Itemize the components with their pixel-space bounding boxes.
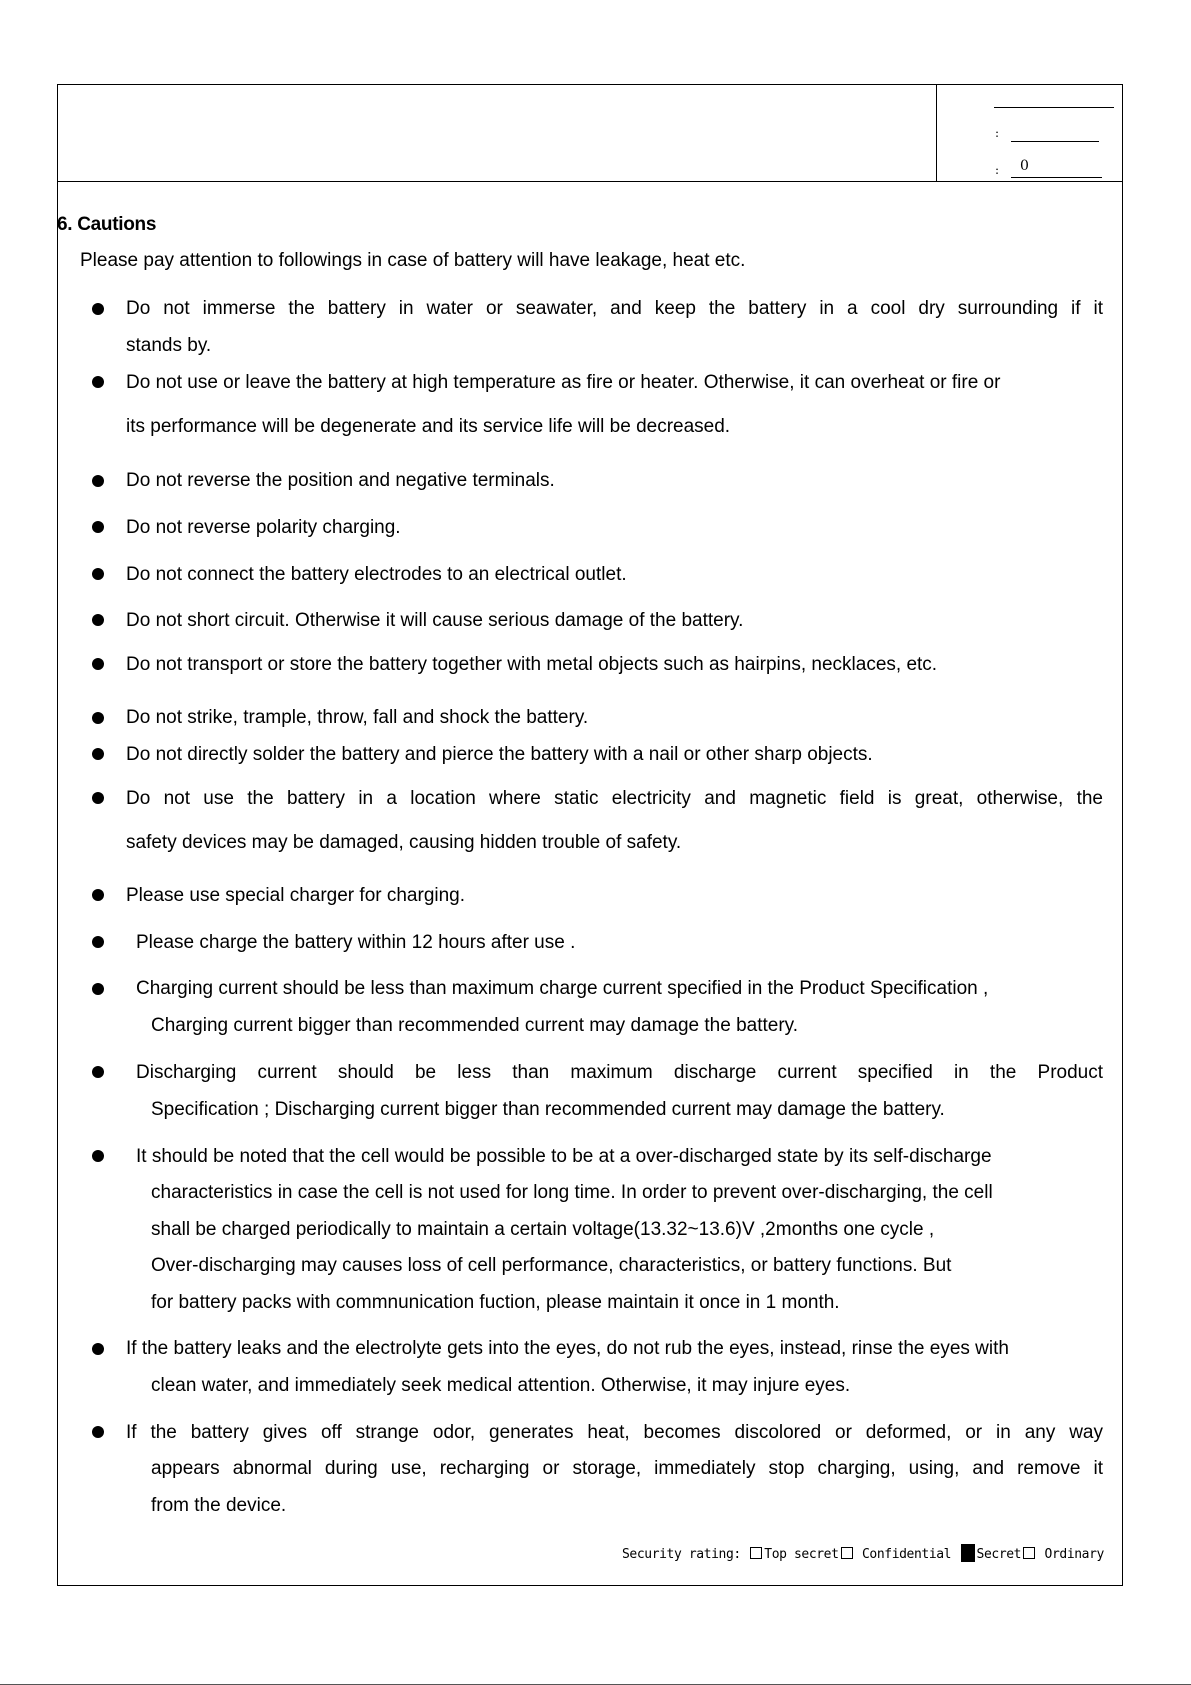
header-field-value: 0 xyxy=(1020,158,1029,174)
caution-13-line-2: Charging current bigger than recommended current may damage the battery. xyxy=(151,1015,799,1036)
caution-10-line-1: Do not use the battery in a location where static electricity and magnetic field is great, otherwise, the xyxy=(126,788,1103,809)
checkbox-top-secret[interactable] xyxy=(750,1547,762,1559)
option-top-secret: Top secret xyxy=(764,1547,839,1562)
bullet-icon xyxy=(92,568,104,580)
bullet-icon xyxy=(92,1150,104,1162)
caution-1-line-2: stands by. xyxy=(126,335,212,356)
security-rating xyxy=(622,1544,1104,1562)
caution-8: Do not strike, trample, throw, fall and shock the battery. xyxy=(126,707,589,728)
option-secret: Secret xyxy=(976,1547,1022,1562)
bullet-icon xyxy=(92,658,104,670)
bullet-icon xyxy=(92,521,104,533)
caution-1-line-1: Do not immerse the battery in water or seawater, and keep the battery in a cool dry surrounding if it xyxy=(126,298,1103,319)
caution-5: Do not connect the battery electrodes to an electrical outlet. xyxy=(126,564,627,585)
option-ordinary: Ordinary xyxy=(1044,1547,1104,1562)
bullet-icon xyxy=(92,936,104,948)
section-intro: Please pay attention to followings in case of battery will have leakage, heat etc. xyxy=(80,250,746,271)
bullet-icon xyxy=(92,1343,104,1355)
bullet-icon xyxy=(92,376,104,388)
caution-3: Do not reverse the position and negative terminals. xyxy=(126,470,555,491)
caution-6: Do not short circuit. Otherwise it will cause serious damage of the battery. xyxy=(126,610,744,631)
caution-16-line-1: If the battery leaks and the electrolyte gets into the eyes, do not rub the eyes, instead, rinse the eyes with xyxy=(126,1338,1009,1359)
caution-17-line-1: If the battery gives off strange odor, generates heat, becomes discolored or deformed, or in any way xyxy=(126,1422,1103,1443)
header-colon-1: : xyxy=(995,126,1000,140)
checkbox-confidential[interactable] xyxy=(841,1547,853,1559)
bullet-icon xyxy=(92,475,104,487)
caution-2-line-2: its performance will be degenerate and its service life will be decreased. xyxy=(126,416,731,437)
caution-7: Do not transport or store the battery together with metal objects such as hairpins, necklaces, etc. xyxy=(126,654,938,675)
bullet-icon xyxy=(92,983,104,995)
caution-4: Do not reverse polarity charging. xyxy=(126,517,401,538)
bullet-icon xyxy=(92,712,104,724)
caution-10-line-2: safety devices may be damaged, causing hidden trouble of safety. xyxy=(126,832,682,853)
caution-15-line-5: for battery packs with commnunication fuction, please maintain it once in 1 month. xyxy=(151,1292,840,1313)
header-divider xyxy=(936,84,937,182)
bullet-icon xyxy=(92,748,104,760)
caution-9: Do not directly solder the battery and pierce the battery with a nail or other sharp objects. xyxy=(126,744,873,765)
caution-15-line-1: It should be noted that the cell would be possible to be at a over-discharged state by its self-discharge xyxy=(136,1146,992,1167)
caution-14-line-1: Discharging current should be less than maximum discharge current specified in the Product xyxy=(136,1062,1103,1083)
security-rating-label: Security rating: xyxy=(622,1547,741,1562)
header-line-1 xyxy=(994,107,1114,108)
caution-16-line-2: clean water, and immediately seek medical attention. Otherwise, it may injure eyes. xyxy=(151,1375,851,1396)
bullet-icon xyxy=(92,1066,104,1078)
option-confidential: Confidential xyxy=(861,1547,952,1562)
header-line-2 xyxy=(1011,141,1099,142)
document-header xyxy=(57,84,1123,182)
checkbox-secret-checked[interactable] xyxy=(961,1544,975,1562)
caution-2-line-1: Do not use or leave the battery at high temperature as fire or heater. Otherwise, it can overheat or fire or xyxy=(126,372,1001,393)
section-title: 6. Cautions xyxy=(57,214,157,235)
caution-17-line-2: appears abnormal during use, recharging or storage, immediately stop charging, using, and remove it xyxy=(151,1458,1103,1479)
caution-15-line-3: shall be charged periodically to maintain a certain voltage(13.32~13.6)V ,2months one cycle , xyxy=(151,1219,935,1240)
header-line-3 xyxy=(1011,177,1102,178)
caution-15-line-4: Over-discharging may causes loss of cell performance, characteristics, or battery functions. But xyxy=(151,1255,952,1276)
checkbox-ordinary[interactable] xyxy=(1023,1547,1035,1559)
bullet-icon xyxy=(92,303,104,315)
caution-13-line-1: Charging current should be less than maximum charge current specified in the Product Specification , xyxy=(136,978,989,999)
bullet-icon xyxy=(92,1426,104,1438)
caution-11: Please use special charger for charging. xyxy=(126,885,466,906)
bullet-icon xyxy=(92,889,104,901)
caution-17-line-3: from the device. xyxy=(151,1495,287,1516)
caution-12: Please charge the battery within 12 hours after use . xyxy=(136,932,576,953)
bullet-icon xyxy=(92,792,104,804)
header-colon-2: : xyxy=(995,163,1000,177)
bullet-icon xyxy=(92,614,104,626)
caution-14-line-2: Specification ; Discharging current bigger than recommended current may damage the battery. xyxy=(151,1099,945,1120)
caution-15-line-2: characteristics in case the cell is not used for long time. In order to prevent over-discharging, the cell xyxy=(151,1182,993,1203)
